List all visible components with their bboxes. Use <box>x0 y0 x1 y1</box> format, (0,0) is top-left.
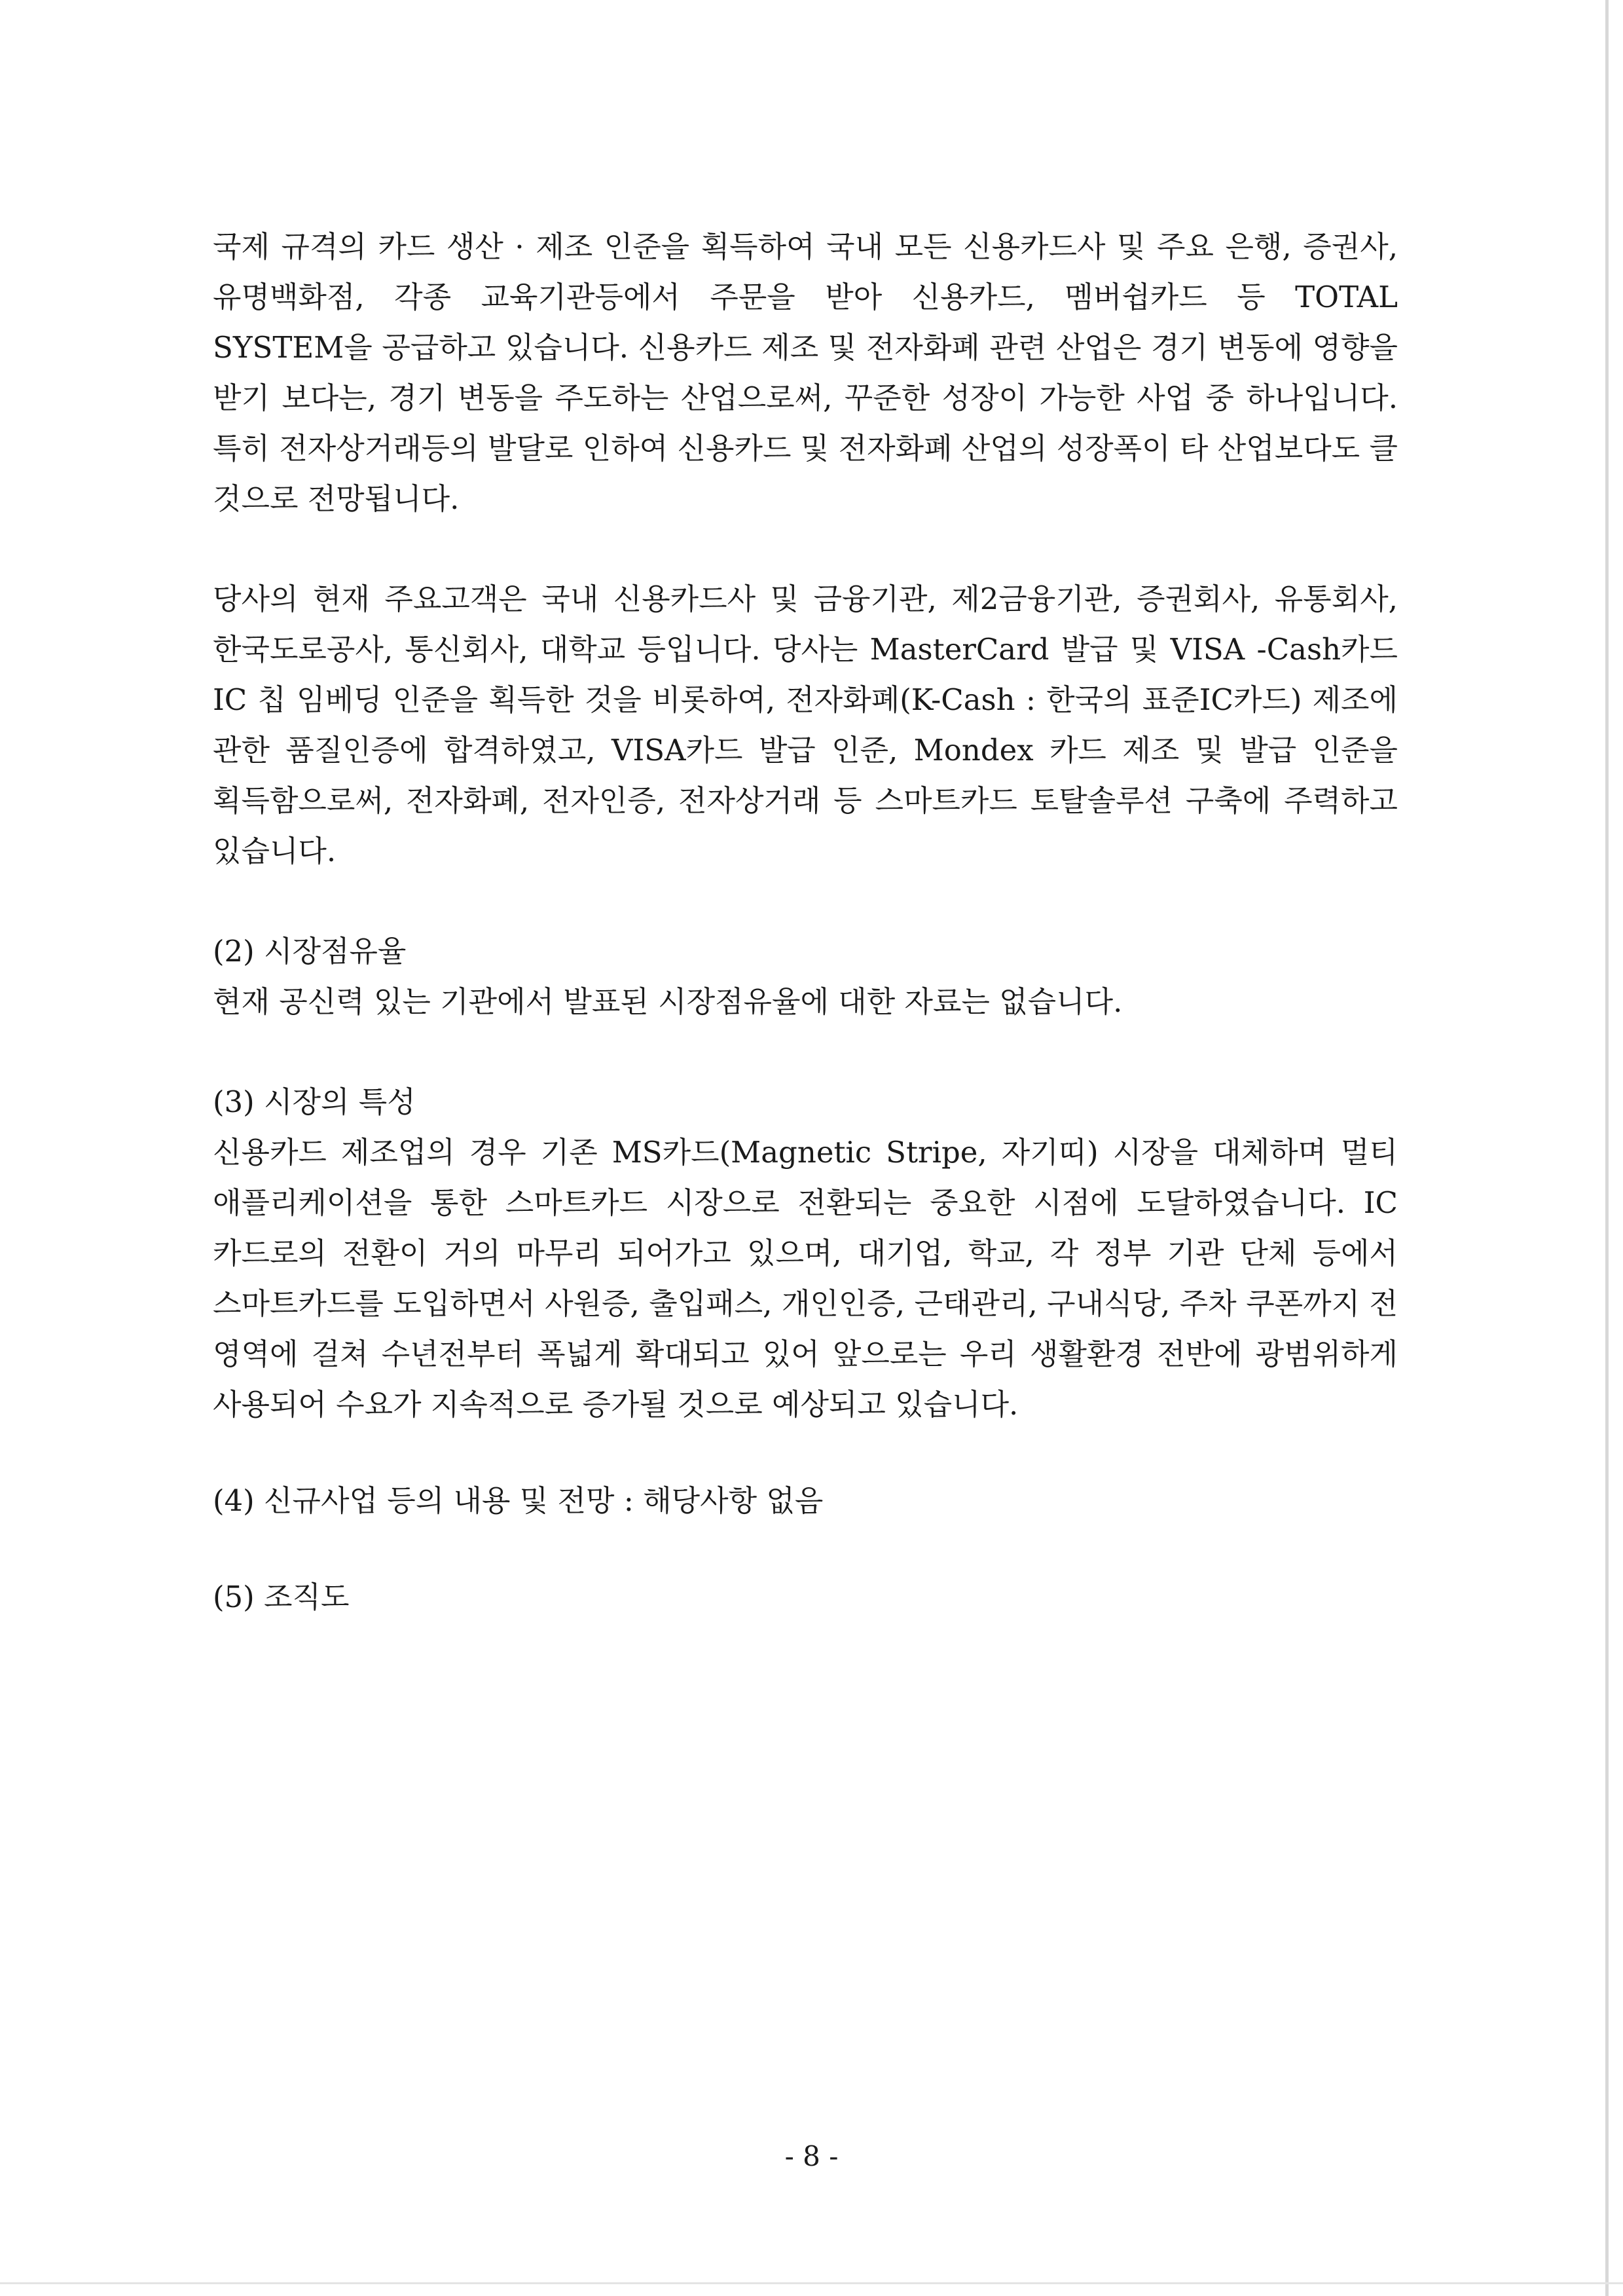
page-right-edge <box>1605 0 1609 2296</box>
business-overview-paragraph: 국제 규격의 카드 생산 · 제조 인준을 획득하여 국내 모든 신용카드사 및 주요 은행, 증권사, 유명백화점, 각종 교육기관등에서 주문을 받아 신용카드, 멤버쉽카드 등 TOTAL SYSTEM을 공급하고 있습니다. 신용카드 제조 및 전자화폐 관련 산업은 경기 변동에 영향을 받기 보다는, 경기 변동을 주도하는 산업으로써, 꾸준한 성장이 가능한 사업 중 하나입니다. 특히 전자상거래등의 발달로 인하여 신용카드 및 전자화폐 산업의 성장폭이 타 산업보다도 클 것으로 전망됩니다. <box>213 229 1398 516</box>
org-chart-heading: (5) 조직도 <box>213 1580 350 1614</box>
page-bottom-edge <box>0 2282 1623 2284</box>
paragraph-gap <box>213 1027 1398 1077</box>
paragraph-gap <box>213 1430 1398 1475</box>
market-characteristics-text: 신용카드 제조업의 경우 기존 MS카드(Magnetic Stripe, 자기띠) 시장을 대체하며 멀티 애플리케이션을 통한 스마트카드 시장으로 전환되는 중요한 시점에 도달하였습니다. IC 카드로의 전환이 거의 마무리 되어가고 있으며, 대기업, 학교, 각 정부 기관 단체 등에서 스마트카드를 도입하면서 사원증, 출입패스, 개인인증, 근태관리, 구내식당, 주차 쿠폰까지 전 영역에 걸쳐 수년전부터 폭넓게 확대되고 있어 앞으로는 우리 생활환경 전반에 광범위하게 사용되어 수요가 지속적으로 증가될 것으로 예상되고 있습니다. <box>213 1135 1398 1422</box>
page-number: - 8 - <box>784 2140 839 2172</box>
document-body <box>213 221 1398 1622</box>
major-customers-paragraph: 당사의 현재 주요고객은 국내 신용카드사 및 금융기관, 제2금융기관, 증권회사, 유통회사, 한국도로공사, 통신회사, 대학교 등입니다. 당사는 MasterCard 발급 및 VISA -Cash카드 IC 칩 임베딩 인준을 획득한 것을 비롯하여, 전자화폐(K-Cash : 한국의 표준IC카드) 제조에 관한 품질인증에 합격하였고, VISA카드 발급 인준, Mondex 카드 제조 및 발급 인준을 획득함으로써, 전자화폐, 전자인증, 전자상거래 등 스마트카드 토탈솔루션 구축에 주력하고 있습니다. <box>213 582 1398 868</box>
paragraph-gap <box>213 524 1398 574</box>
paragraph-gap <box>213 876 1398 926</box>
new-business-heading: (4) 신규사업 등의 내용 및 전망 : 해당사항 없음 <box>213 1483 824 1518</box>
paragraph-gap <box>213 1526 1398 1572</box>
market-characteristics-heading: (3) 시장의 특성 <box>213 1084 416 1119</box>
market-share-heading: (2) 시장점유율 <box>213 934 407 969</box>
market-share-text: 현재 공신력 있는 기관에서 발표된 시장점유율에 대한 자료는 없습니다. <box>213 984 1123 1019</box>
